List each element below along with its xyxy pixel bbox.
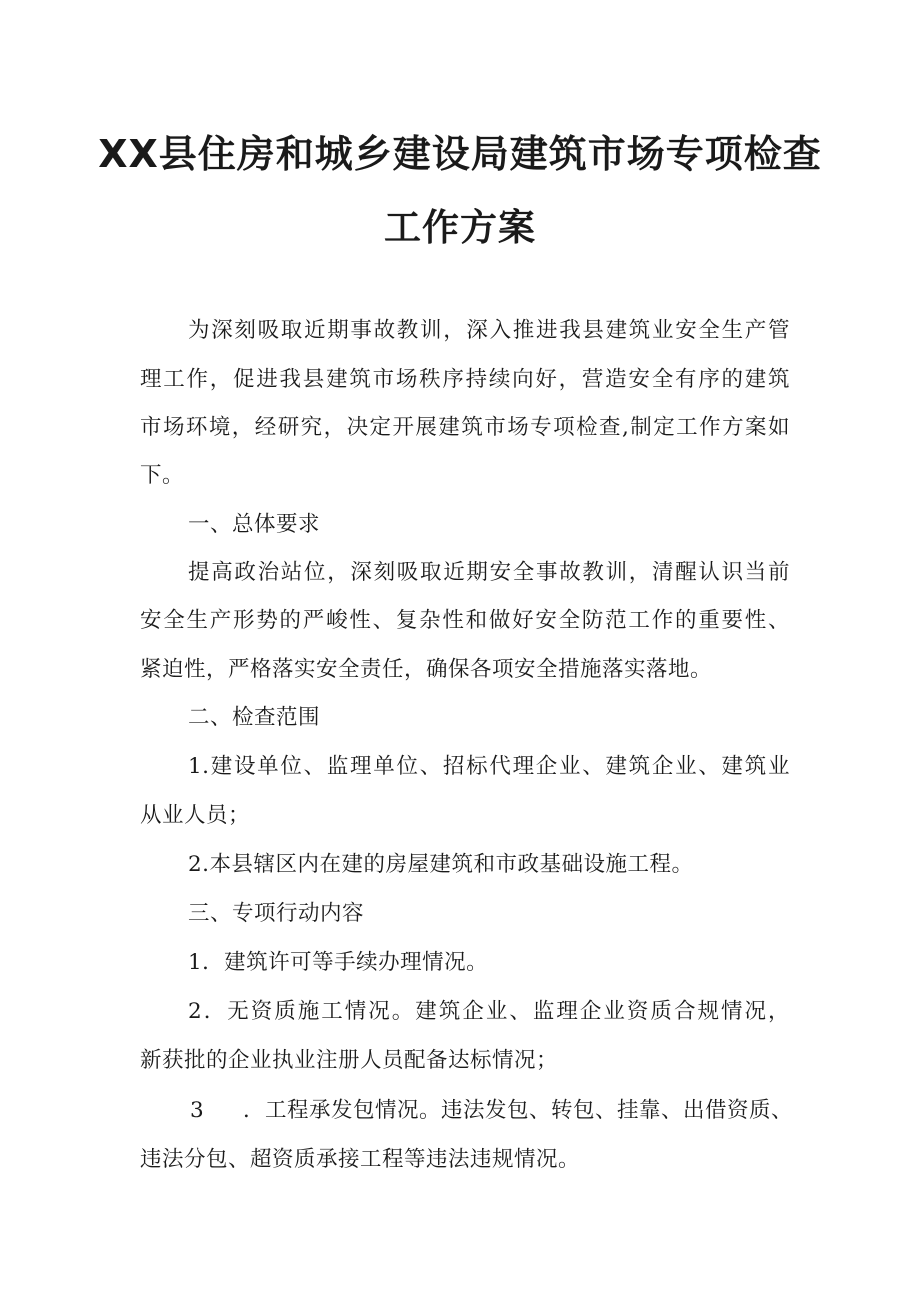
- intro-line-3: 市场环境，经研究，决定开展建筑市场专项检查,制定工作方案如: [140, 415, 790, 440]
- section-2-item-1-line-2: 从业人员；: [140, 803, 251, 828]
- section-3-item-3-line-1: ．工程承发包情况。违法发包、转包、挂靠、出借资质、: [243, 1098, 794, 1123]
- section-1-line-3: 紧迫性，严格落实安全责任，确保各项安全措施落实落地。: [140, 657, 713, 682]
- intro-line-1: 为深刻吸取近期事故教训，深入推进我县建筑业安全生产管: [188, 318, 790, 343]
- section-3-item-3-number: 3: [190, 1098, 205, 1123]
- section-1-line-2: 安全生产形势的严峻性、复杂性和做好安全防范工作的重要性、: [140, 608, 790, 633]
- section-3-item-2-line-1: 2．无资质施工情况。建筑企业、监理企业资质合规情况，: [188, 999, 790, 1024]
- intro-line-2: 理工作，促进我县建筑市场秩序持续向好，营造安全有序的建筑: [140, 367, 790, 392]
- intro-line-4: 下。: [140, 463, 185, 488]
- section-2-item-2: 2.本县辖区内在建的房屋建筑和市政基础设施工程。: [188, 852, 694, 877]
- section-1-heading: 一、总体要求: [188, 512, 321, 537]
- section-3-item-3-line-2: 违法分包、超资质承接工程等违法违规情况。: [140, 1147, 581, 1172]
- section-3-item-1: 1．建筑许可等手续办理情况。: [188, 950, 489, 975]
- section-3-heading: 三、专项行动内容: [188, 901, 365, 926]
- section-3-item-2-line-2: 新获批的企业执业注册人员配备达标情况；: [140, 1048, 559, 1073]
- document-title-line-1: XX县住房和城乡建设局建筑市场专项检查: [98, 132, 822, 176]
- section-1-line-1: 提高政治站位，深刻吸取近期安全事故教训，清醒认识当前: [188, 560, 790, 585]
- section-2-item-1-line-1: 1.建设单位、监理单位、招标代理企业、建筑企业、建筑业: [188, 754, 790, 779]
- document-title-line-2: 工作方案: [384, 206, 536, 249]
- section-2-heading: 二、检查范围: [188, 705, 321, 730]
